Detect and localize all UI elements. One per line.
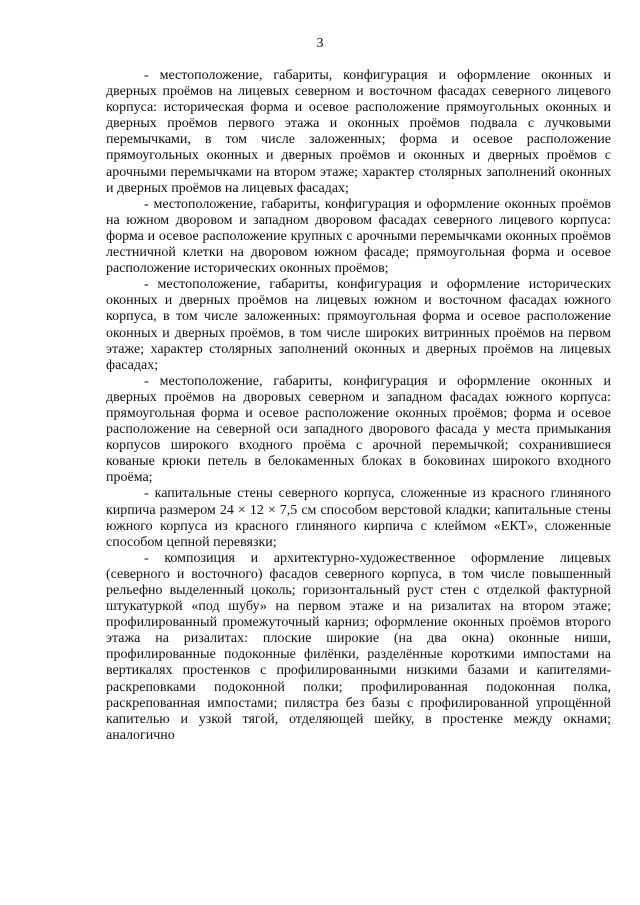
paragraph-3: - местоположение, габариты, конфигурация и оформление исторических оконных и дверных проёмов на лицевых южном и восточном фасадах южного корпуса, в том числе заложенных: прямоугольная форма и осевое расположение оконных и дверных проёмов, в том числе широких витринных проёмов на первом этаже; характер столярных заполнений оконных и дверных проёмов на лицевых фасадах; xyxy=(106,277,611,373)
paragraph-2: - местоположение, габариты, конфигурация и оформление оконных проёмов на южном дворовом и западном дворовом фасадах северного лицевого корпуса: форма и осевое расположение крупных с арочными перемычками оконных проёмов лестничной клетки на дворовом южном фасаде; прямоугольная форма и осевое расположение исторических оконных проёмов; xyxy=(106,196,611,277)
paragraph-1: - местоположение, габариты, конфигурация и оформление оконных и дверных проёмов на лицевых северном и восточном фасадах северного лицевого корпуса: историческая форма и осевое расположение прямоугольных оконных и дверных проёмов первого этажа и оконных проёмов подвала с лучковыми перемычками, в том числе заложенных; форма и осевое расположение прямоугольных оконных и дверных проёмов и оконных и дверных проёмов с арочными перемычками на втором этаже; характер столярных заполнений оконных и дверных проёмов на лицевых фасадах; xyxy=(106,68,611,196)
paragraph-5: - капитальные стены северного корпуса, сложенные из красного глиняного кирпича размером 24 × 12 × 7,5 см способом верстовой кладки; капитальные стены южного корпуса из красного глиняного кирпича с клеймом «ЕКТ», сложенные способом цепной перевязки; xyxy=(106,486,611,550)
paragraph-6: - композиция и архитектурно-художественное оформление лицевых (северного и восточного) фасадов северного корпуса, в том числе повышенный рельефно выделенный цоколь; горизонтальный руст стен с отделкой фактурной штукатуркой «под шубу» на первом этаже и на ризалитах на втором этаже; профилированный промежуточный карниз; оформление оконных проёмов второго этажа на ризалитах: плоские широкие (на два окна) оконные ниши, профилированные подоконные филёнки, разделённые короткими импостами на вертикалях простенков с профилированными низкими базами и капителями-раскреповками подоконной полки; профилированная подоконная полка, раскрепованная импостами; пилястра без базы с профилированной упрощённой капителью и узкой тягой, отделяющей шейку, в простенке между окнами; аналогично xyxy=(106,550,611,743)
page-number: 3 xyxy=(316,36,324,51)
body-text xyxy=(106,68,611,744)
paragraph-4: - местоположение, габариты, конфигурация и оформление оконных и дверных проёмов на дворовых северном и западном фасадах южного корпуса: прямоугольная форма и осевое расположение оконных проёмов; форма и осевое расположение на северной оси западного дворового фасада у места примыкания корпусов широкого входного проёма с арочной перемычкой; сохранившиеся кованые крюки петель в белокаменных блоках в боковинах широкого входного проёма; xyxy=(106,373,611,486)
